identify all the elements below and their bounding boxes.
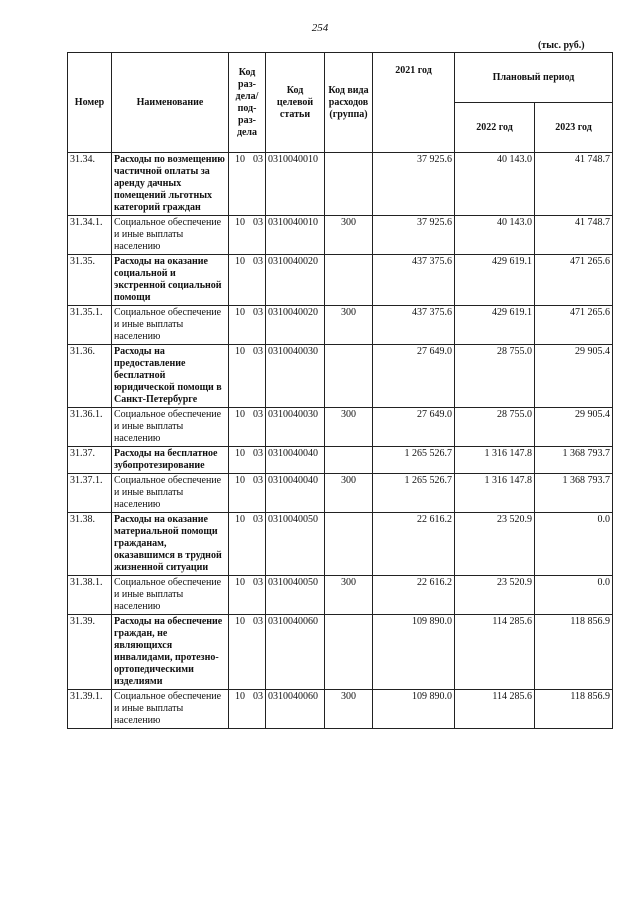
row-value-2023: 1 368 793.7 [535, 474, 613, 513]
row-expense-type [325, 447, 373, 474]
row-section: 10 [235, 256, 245, 267]
table-row [68, 474, 613, 513]
page-number: 254 [311, 22, 329, 34]
row-target-code: 0310040010 [266, 153, 325, 216]
row-subsection: 03 [253, 307, 263, 318]
row-section: 10 [235, 475, 245, 486]
row-value-2022: 28 755.0 [455, 408, 535, 447]
row-section: 10 [235, 409, 245, 420]
table-row [68, 153, 613, 216]
row-value-2021: 27 649.0 [373, 345, 455, 408]
row-target-code: 0310040050 [266, 513, 325, 576]
header-number: Номер [68, 53, 112, 153]
row-section: 10 [235, 577, 245, 588]
row-section: 10 [235, 691, 245, 702]
row-expense-type: 300 [325, 474, 373, 513]
budget-table [67, 52, 613, 729]
row-name: Расходы по возмещению частичной оплаты за аренду дачных помещений льготных категорий граждан [112, 153, 229, 216]
row-number: 31.35.1. [68, 306, 112, 345]
row-value-2021: 37 925.6 [373, 153, 455, 216]
row-name: Социальное обеспечение и иные выплаты населению [112, 306, 229, 345]
row-expense-type: 300 [325, 216, 373, 255]
table-row [68, 447, 613, 474]
row-number: 31.39.1. [68, 690, 112, 729]
row-name: Расходы на оказание материальной помощи гражданам, оказавшимся в трудной жизненной ситуации [112, 513, 229, 576]
row-target-code: 0310040030 [266, 345, 325, 408]
row-section-code [229, 615, 266, 690]
row-name: Расходы на предоставление бесплатной юридической помощи в Санкт-Петербурге [112, 345, 229, 408]
row-number: 31.36. [68, 345, 112, 408]
row-section: 10 [235, 217, 245, 228]
row-number: 31.34.1. [68, 216, 112, 255]
row-section: 10 [235, 514, 245, 525]
row-section-code [229, 153, 266, 216]
row-value-2021: 37 925.6 [373, 216, 455, 255]
row-subsection: 03 [253, 514, 263, 525]
row-value-2023: 41 748.7 [535, 153, 613, 216]
header-name: Наименование [112, 53, 229, 153]
row-value-2022: 23 520.9 [455, 576, 535, 615]
row-value-2021: 109 890.0 [373, 615, 455, 690]
row-number: 31.35. [68, 255, 112, 306]
row-name: Расходы на оказание социальной и экстренной социальной помощи [112, 255, 229, 306]
row-subsection: 03 [253, 577, 263, 588]
row-value-2023: 0.0 [535, 576, 613, 615]
header-year-2022: 2022 год [455, 103, 535, 153]
table-row [68, 408, 613, 447]
row-subsection: 03 [253, 475, 263, 486]
row-section: 10 [235, 154, 245, 165]
row-value-2022: 429 619.1 [455, 255, 535, 306]
row-value-2022: 1 316 147.8 [455, 447, 535, 474]
row-value-2022: 1 316 147.8 [455, 474, 535, 513]
row-value-2023: 471 265.6 [535, 306, 613, 345]
row-subsection: 03 [253, 154, 263, 165]
row-number: 31.34. [68, 153, 112, 216]
row-expense-type: 300 [325, 690, 373, 729]
row-section-code [229, 576, 266, 615]
row-section-code [229, 447, 266, 474]
header-year-2021: 2021 год [373, 53, 455, 153]
row-name: Социальное обеспечение и иные выплаты населению [112, 690, 229, 729]
row-section-code [229, 690, 266, 729]
row-value-2021: 1 265 526.7 [373, 447, 455, 474]
row-section-code [229, 474, 266, 513]
row-number: 31.37. [68, 447, 112, 474]
row-section-code [229, 345, 266, 408]
row-section-code [229, 216, 266, 255]
header-section-code: Код раз-дела/ под-раз-дела [229, 53, 266, 153]
header-expense-type-code: Код вида расходов (группа) [325, 53, 373, 153]
row-section: 10 [235, 448, 245, 459]
row-name: Социальное обеспечение и иные выплаты населению [112, 576, 229, 615]
row-section-code [229, 255, 266, 306]
row-section-code [229, 513, 266, 576]
header-target-code: Код целевой статьи [266, 53, 325, 153]
table-row [68, 513, 613, 576]
row-value-2023: 29 905.4 [535, 345, 613, 408]
row-value-2023: 0.0 [535, 513, 613, 576]
row-subsection: 03 [253, 616, 263, 627]
row-subsection: 03 [253, 409, 263, 420]
row-section: 10 [235, 616, 245, 627]
row-value-2023: 41 748.7 [535, 216, 613, 255]
row-number: 31.37.1. [68, 474, 112, 513]
row-expense-type [325, 255, 373, 306]
row-value-2023: 118 856.9 [535, 690, 613, 729]
row-section-code [229, 408, 266, 447]
row-target-code: 0310040010 [266, 216, 325, 255]
row-value-2022: 23 520.9 [455, 513, 535, 576]
row-number: 31.38.1. [68, 576, 112, 615]
row-target-code: 0310040050 [266, 576, 325, 615]
row-expense-type [325, 153, 373, 216]
row-subsection: 03 [253, 448, 263, 459]
row-number: 31.39. [68, 615, 112, 690]
row-value-2022: 28 755.0 [455, 345, 535, 408]
header-plan-period: Плановый период [455, 53, 613, 103]
row-value-2023: 1 368 793.7 [535, 447, 613, 474]
row-subsection: 03 [253, 256, 263, 267]
row-value-2022: 429 619.1 [455, 306, 535, 345]
row-value-2022: 114 285.6 [455, 690, 535, 729]
row-target-code: 0310040060 [266, 615, 325, 690]
table-row [68, 690, 613, 729]
row-expense-type: 300 [325, 408, 373, 447]
units-label: (тыс. руб.) [538, 40, 585, 51]
row-subsection: 03 [253, 346, 263, 357]
table-row [68, 345, 613, 408]
row-value-2022: 114 285.6 [455, 615, 535, 690]
row-expense-type [325, 345, 373, 408]
row-value-2023: 29 905.4 [535, 408, 613, 447]
row-subsection: 03 [253, 217, 263, 228]
row-section-code [229, 306, 266, 345]
row-expense-type: 300 [325, 576, 373, 615]
table-row [68, 306, 613, 345]
row-name: Социальное обеспечение и иные выплаты населению [112, 216, 229, 255]
row-value-2021: 22 616.2 [373, 513, 455, 576]
row-value-2021: 109 890.0 [373, 690, 455, 729]
table-row [68, 255, 613, 306]
header-year-2023: 2023 год [535, 103, 613, 153]
table-row [68, 576, 613, 615]
row-value-2021: 1 265 526.7 [373, 474, 455, 513]
row-target-code: 0310040040 [266, 447, 325, 474]
row-target-code: 0310040030 [266, 408, 325, 447]
header-row-1 [68, 53, 613, 103]
row-section: 10 [235, 307, 245, 318]
row-target-code: 0310040060 [266, 690, 325, 729]
table-row [68, 615, 613, 690]
row-target-code: 0310040040 [266, 474, 325, 513]
row-value-2022: 40 143.0 [455, 216, 535, 255]
row-expense-type [325, 513, 373, 576]
row-target-code: 0310040020 [266, 255, 325, 306]
row-name: Социальное обеспечение и иные выплаты населению [112, 474, 229, 513]
row-target-code: 0310040020 [266, 306, 325, 345]
row-value-2021: 27 649.0 [373, 408, 455, 447]
row-name: Расходы на бесплатное зубопротезирование [112, 447, 229, 474]
row-expense-type [325, 615, 373, 690]
row-value-2021: 437 375.6 [373, 306, 455, 345]
row-value-2021: 437 375.6 [373, 255, 455, 306]
row-number: 31.36.1. [68, 408, 112, 447]
table-body [68, 153, 613, 729]
row-subsection: 03 [253, 691, 263, 702]
row-name: Расходы на обеспечение граждан, не являющихся инвалидами, протезно-ортопедическими изделиями [112, 615, 229, 690]
row-name: Социальное обеспечение и иные выплаты населению [112, 408, 229, 447]
table-row [68, 216, 613, 255]
row-value-2023: 471 265.6 [535, 255, 613, 306]
row-value-2023: 118 856.9 [535, 615, 613, 690]
row-number: 31.38. [68, 513, 112, 576]
row-value-2022: 40 143.0 [455, 153, 535, 216]
row-value-2021: 22 616.2 [373, 576, 455, 615]
row-section: 10 [235, 346, 245, 357]
row-expense-type: 300 [325, 306, 373, 345]
